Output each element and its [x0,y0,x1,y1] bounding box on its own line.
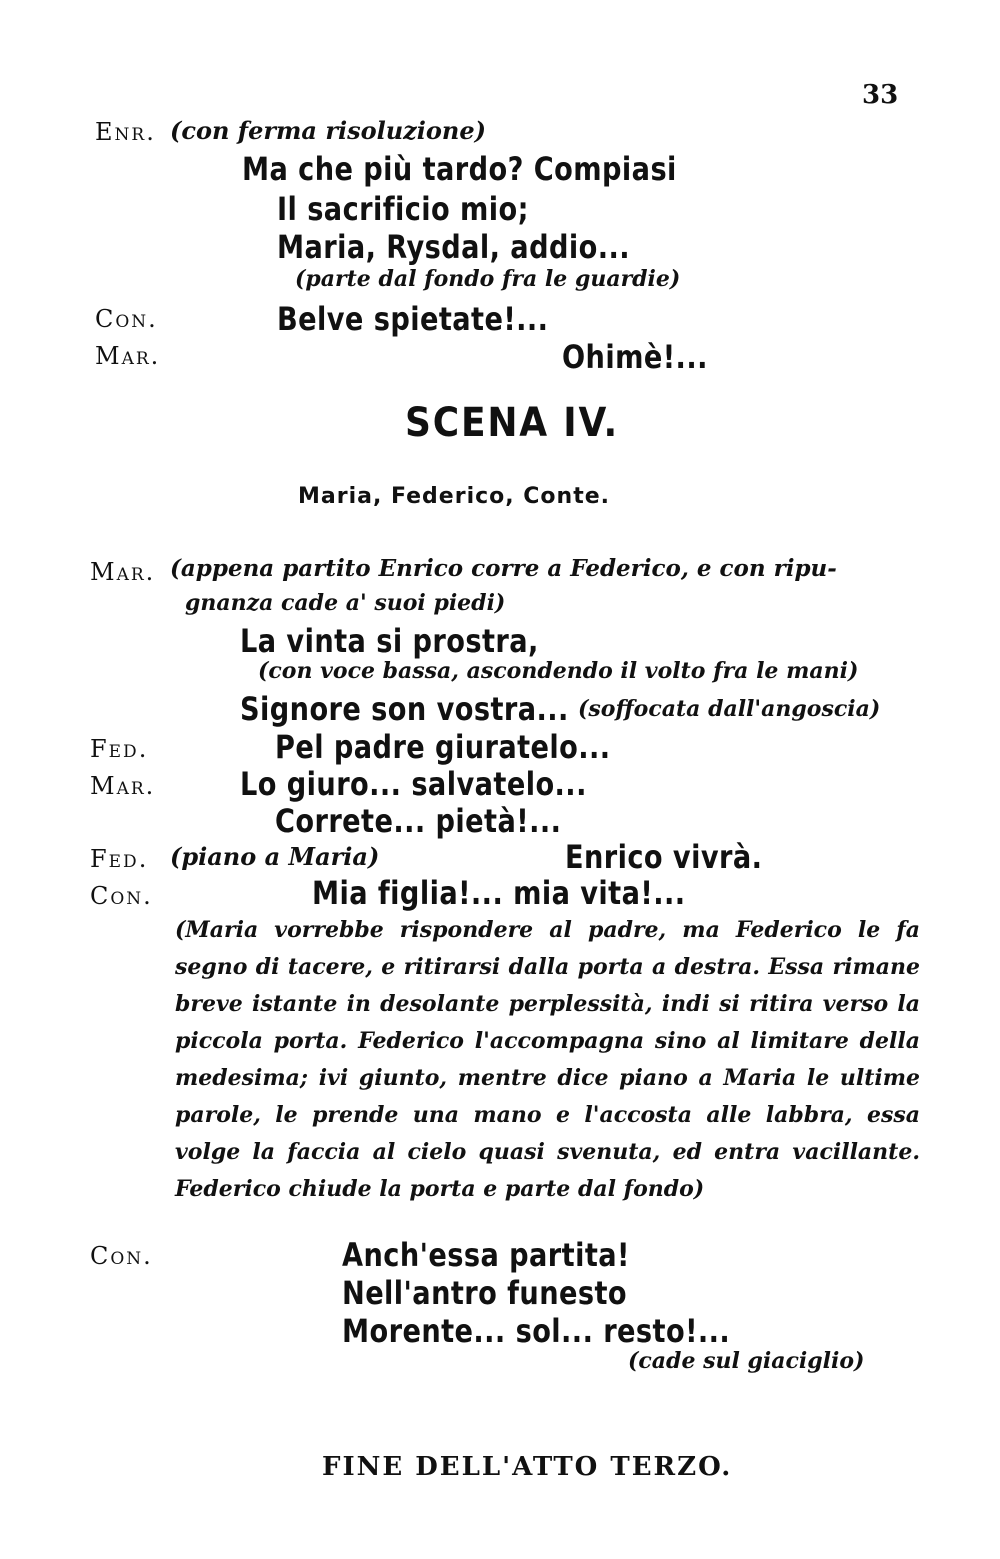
verse-line: La vinta si prostra, [240,622,539,660]
speaker-label: Con. [90,1242,153,1270]
verse-line: Enrico vivrà. [565,838,763,876]
long-stage-direction: (Maria vorrebbe rispondere al padre, ma Federico le fa segno di tacere, e ritirarsi dalla porta a destra. Essa rimane breve istante in desolante perplessità, indi si ritira verso la piccola porta. Federico l'accompagna sino al limitare della medesima; ivi giunto, mentre dice piano a Maria le ultime parole, le prende una mano e l'accosta alle labbra, essa volge la faccia al cielo quasi svenuta, ed entra vacillante. Federico chiude la porta e parte dal fondo) [175,917,920,1202]
verse-line: Lo giuro... salvatelo... [240,765,587,803]
verse-line: Anch'essa partita! [342,1236,630,1274]
speaker-label: Con. [95,305,158,333]
speaker-label: Enr. [95,118,156,146]
verse-line: Ohimè!... [562,338,708,376]
stage-direction: (parte dal fondo fra le guardie) [295,266,681,292]
verse-line: Maria, Rysdal, addio... [277,228,630,266]
verse-line: Mia figlia!... mia vita!... [312,874,686,912]
verse-line: Correte... pietà!... [275,802,562,840]
verse-line: Il sacrificio mio; [277,190,529,228]
speaker-label: Fed. [90,735,149,763]
stage-direction: (appena partito Enrico corre a Federico, e con ripu- [170,555,837,582]
speaker-label: Mar. [90,558,156,586]
page-number: 33 [862,80,899,110]
stage-direction: (con voce bassa, ascondendo il volto fra le mani) [258,658,859,684]
act-end-footer: FINE DELL'ATTO TERZO. [322,1452,733,1482]
verse-line: Belve spietate!... [277,300,549,338]
scene-title: SCENA IV. [405,400,619,446]
verse-line: Pel padre giuratelo... [275,728,611,766]
stage-direction: (soffocata dall'angoscia) [578,696,881,722]
verse-line: Signore son vostra... [240,690,569,728]
stage-direction: (piano a Maria) [170,842,380,871]
speaker-label: Con. [90,882,153,910]
stage-direction: gnanza cade a' suoi piedi) [185,590,506,616]
verse-line: Morente... sol... resto!... [342,1312,731,1350]
speaker-label: Mar. [95,342,161,370]
speaker-label: Fed. [90,845,149,873]
verse-line: Ma che più tardo? Compiasi [242,150,677,188]
verse-line: Nell'antro funesto [342,1274,628,1312]
scene-characters: Maria, Federico, Conte. [298,484,610,509]
stage-direction: (con ferma risoluzione) [170,116,486,145]
speaker-label: Mar. [90,772,156,800]
stage-direction: (cade sul giaciglio) [628,1348,865,1374]
